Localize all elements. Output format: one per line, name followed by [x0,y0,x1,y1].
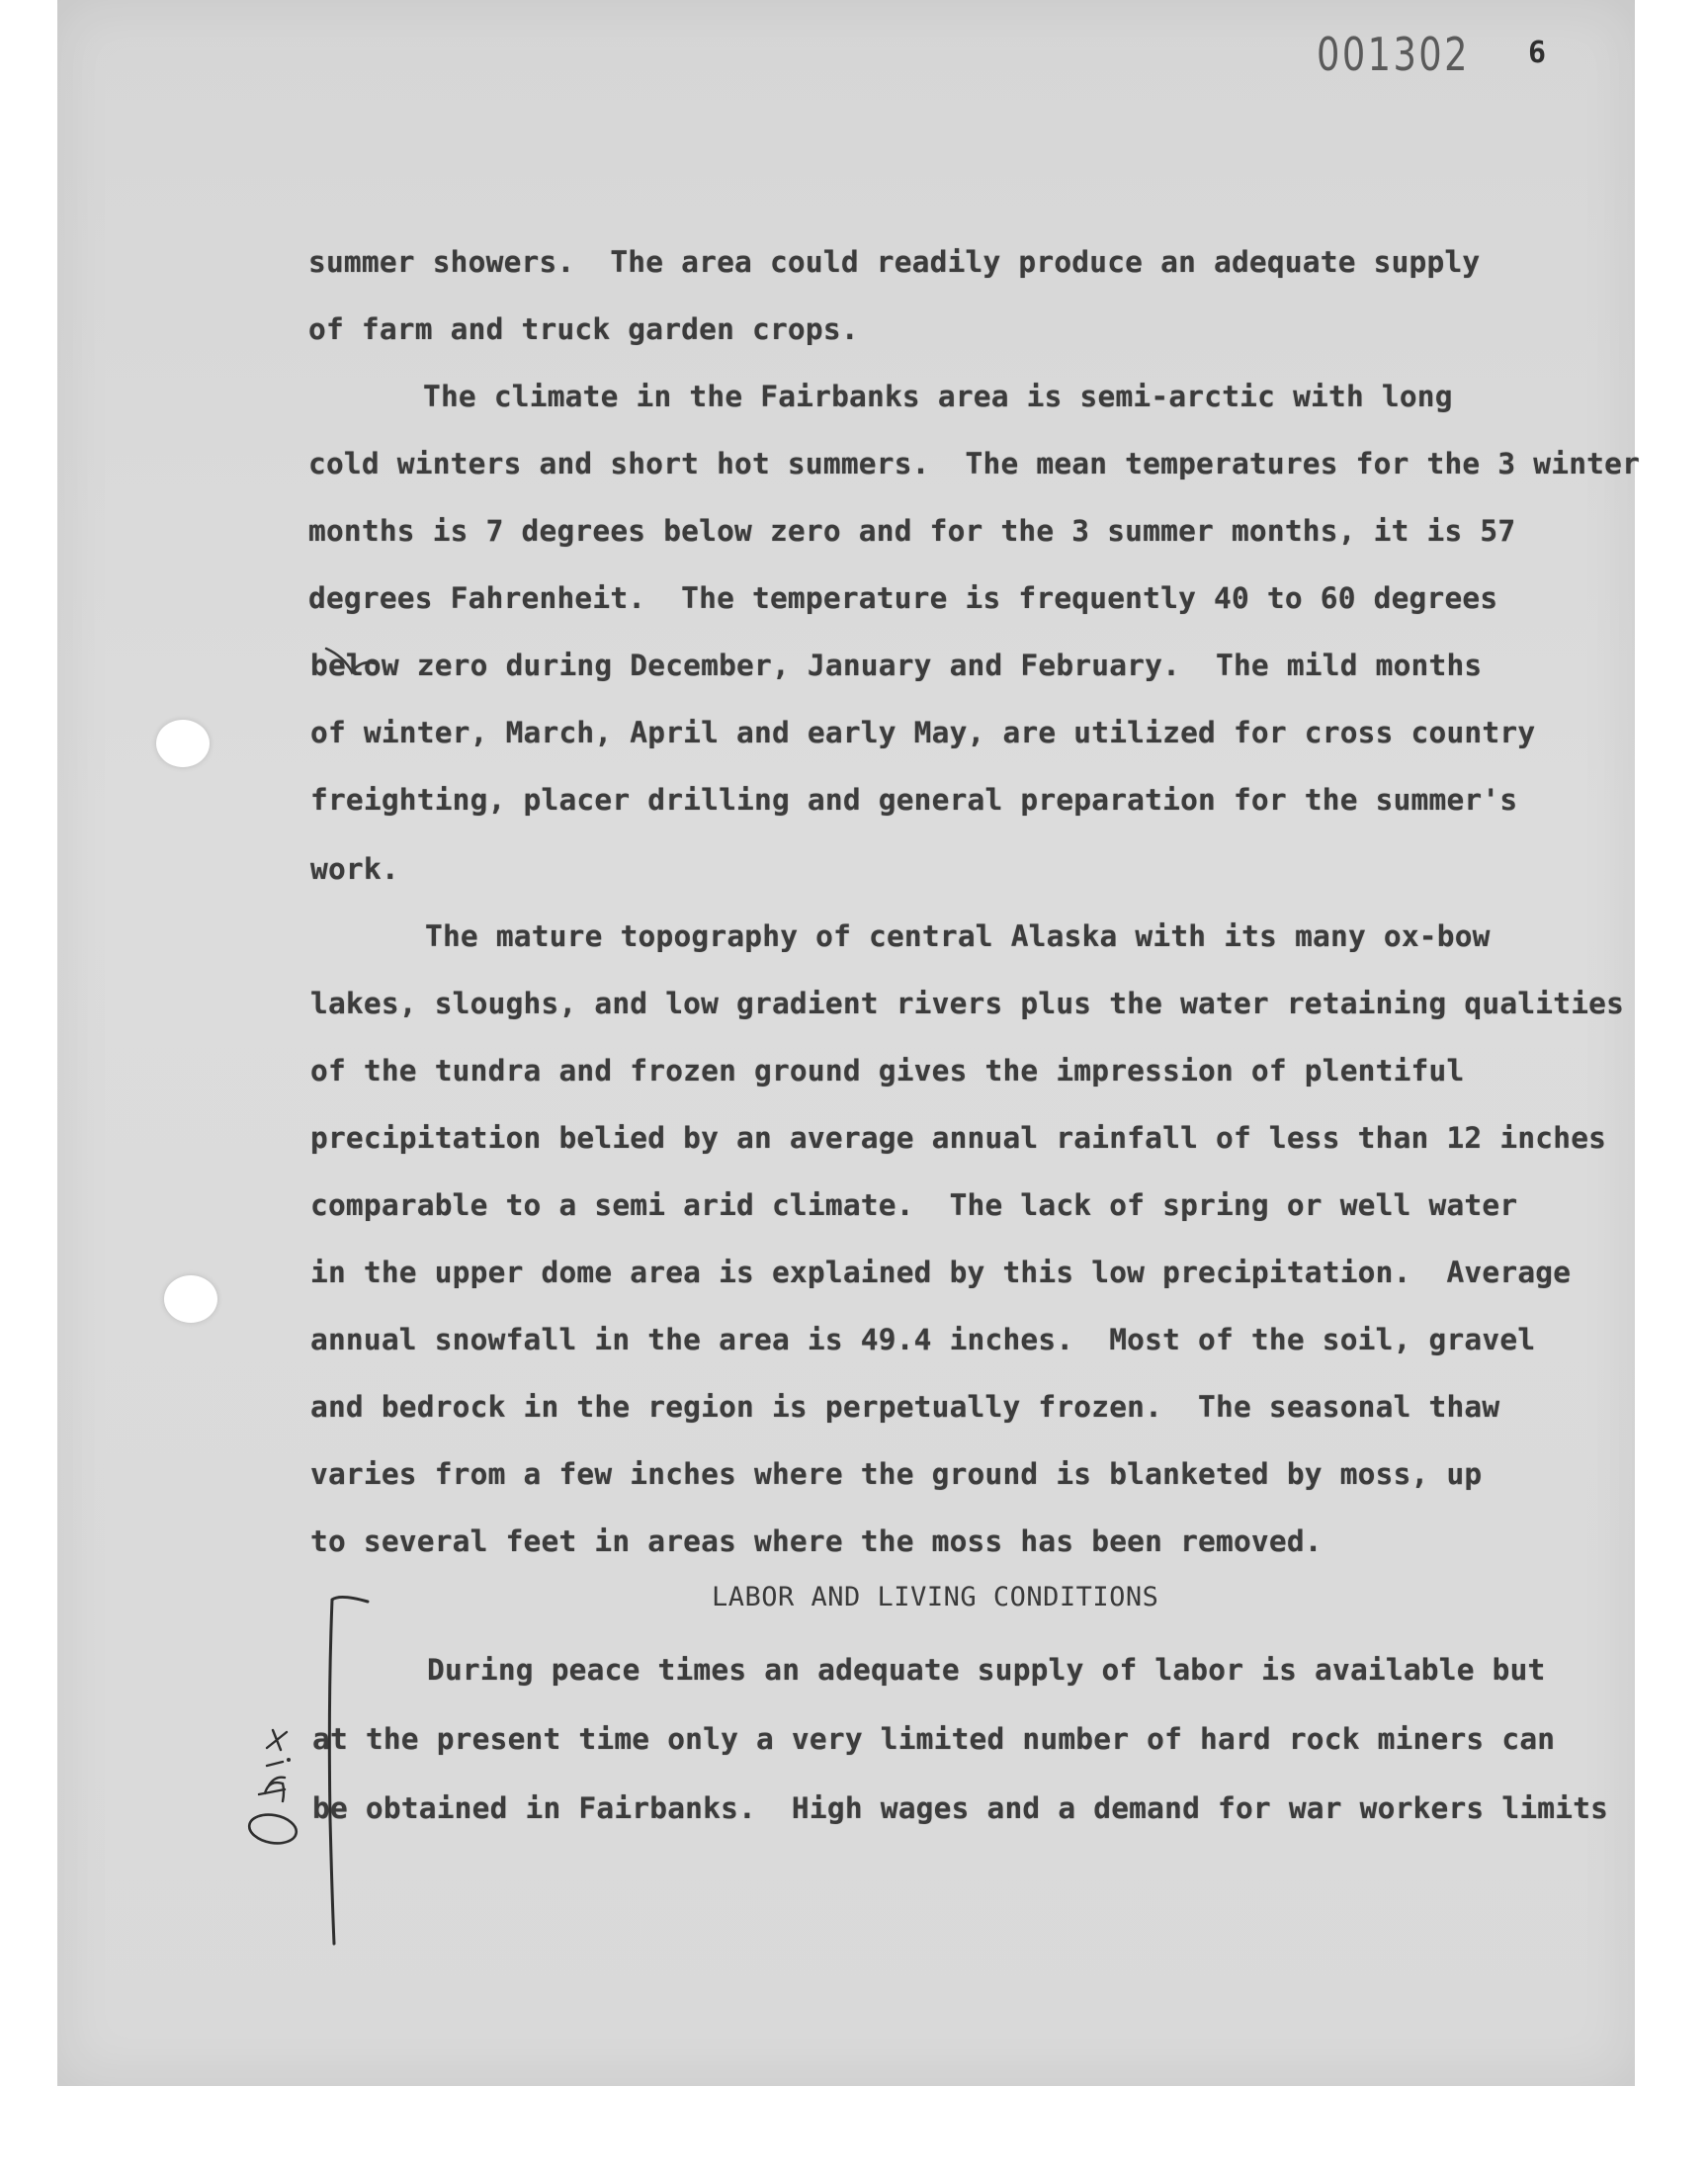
punch-hole [156,720,210,767]
body-line: cold winters and short hot summers. The mean temperatures for the 3 winter [308,447,1641,480]
body-line: be obtained in Fairbanks. High wages and a demand for war workers limits [312,1791,1609,1825]
body-line: to several feet in areas where the moss has been removed. [310,1524,1323,1558]
punch-hole [164,1275,217,1323]
handwritten-omit-annotation [245,1582,393,1958]
body-line: varies from a few inches where the ground is blanketed by moss, up [310,1457,1483,1491]
body-line: of the tundra and frozen ground gives the impression of plentiful [310,1054,1465,1088]
body-line: degrees Fahrenheit. The temperature is frequently 40 to 60 degrees [308,581,1498,615]
body-line: comparable to a semi arid climate. The lack of spring or well water [310,1188,1518,1222]
body-line: precipitation belied by an average annual rainfall of less than 12 inches [310,1121,1607,1155]
body-line: summer showers. The area could readily produce an adequate supply [308,245,1481,279]
page-number: 6 [1528,36,1547,70]
body-line: freighting, placer drilling and general preparation for the summer's [310,783,1518,817]
paragraph-first-line: The climate in the Fairbanks area is semi-arctic with long [423,380,1453,413]
body-line: months is 7 degrees below zero and for the 3 summer months, it is 57 [308,514,1516,548]
handwritten-check-mark [322,643,382,692]
section-heading: LABOR AND LIVING CONDITIONS [712,1582,1159,1612]
body-line: lakes, sloughs, and low gradient rivers plus the water retaining qualities [310,987,1625,1020]
document-stamp-number: 001302 [1317,28,1470,81]
typewritten-page [57,0,1641,2086]
body-line: in the upper dome area is explained by this low precipitation. Average [310,1256,1572,1289]
paragraph-first-line: During peace times an adequate supply of labor is available but [427,1653,1546,1687]
body-line: work. [310,852,399,886]
body-line: of farm and truck garden crops. [308,312,859,346]
paragraph-first-line: The mature topography of central Alaska with its many ox-bow [425,919,1491,953]
body-line: and bedrock in the region is perpetually frozen. The seasonal thaw [310,1390,1500,1424]
body-line: of winter, March, April and early May, are utilized for cross country [310,716,1536,749]
body-line: annual snowfall in the area is 49.4 inches. Most of the soil, gravel [310,1323,1536,1356]
body-line: at the present time only a very limited number of hard rock miners can [312,1722,1556,1756]
body-line: below zero during December, January and February. The mild months [310,649,1483,682]
